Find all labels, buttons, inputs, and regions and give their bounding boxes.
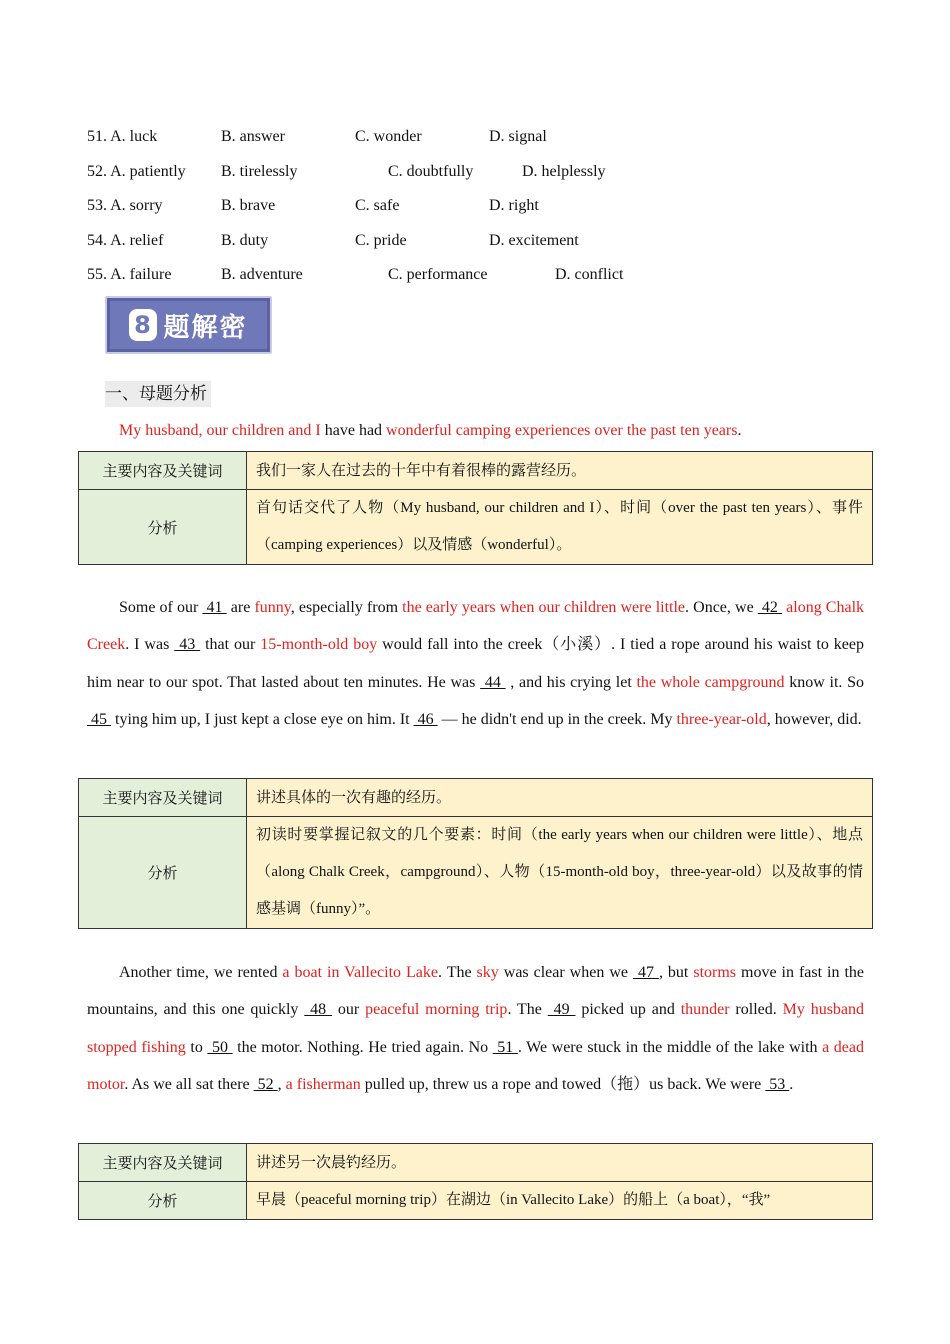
table-key: 主要内容及关键词 — [79, 452, 247, 490]
option-b: B. duty — [221, 231, 269, 249]
text: know it. So — [784, 673, 865, 691]
text: to — [185, 1038, 208, 1056]
option-d: D. right — [489, 197, 539, 214]
text: move in fast in the mountains, and this one quickly — [87, 964, 865, 1019]
option-c: C. pride — [355, 231, 407, 249]
blank-45: 45 — [87, 710, 111, 728]
text: would fall into the creek（小溪）. I tied a rope around his waist to keep him near to our spot. That lasted about ten minutes. He was — [87, 636, 864, 691]
table-value: 首句话交代了人物（My husband, our children and I）、时间（over the past ten years）、事件（camping experiences）以及情感（wonderful）。 — [247, 490, 873, 565]
text: , but — [658, 964, 694, 981]
text: that our — [200, 636, 261, 654]
text: , especially from — [290, 599, 403, 616]
text: . The — [507, 1001, 548, 1019]
blank-46: 46 — [413, 710, 438, 728]
text: . — [737, 422, 742, 439]
passage-paragraph-3 — [87, 954, 864, 1103]
highlight: My husband, our children and I — [119, 422, 321, 439]
highlight: three-year-old — [676, 710, 767, 728]
blank-47: 47 — [632, 964, 659, 981]
answer-options — [87, 126, 887, 299]
option-row-55 — [87, 264, 887, 299]
table-key: 分析 — [79, 490, 247, 565]
blank-41: 41 — [202, 599, 227, 616]
badge-number: 8 — [129, 309, 157, 341]
option-b: B. adventure — [221, 266, 303, 283]
analysis-table-1 — [78, 451, 873, 565]
table-value: 我们一家人在过去的十年中有着很棒的露营经历。 — [247, 452, 873, 490]
blank-50: 50 — [207, 1038, 233, 1056]
option-b: B. answer — [221, 128, 285, 145]
blank-52: 52 — [253, 1075, 278, 1093]
blank-49: 49 — [547, 1001, 576, 1019]
blank-42: 42 — [757, 599, 783, 616]
highlight: thunder — [680, 1001, 730, 1019]
highlight: the early years when our children were little — [402, 599, 686, 616]
highlight: a dead motor — [87, 1038, 864, 1093]
table-key: 分析 — [79, 817, 247, 929]
blank-43: 43 — [174, 636, 201, 654]
option-c: C. safe — [355, 197, 400, 214]
analysis-table-3 — [78, 1143, 873, 1220]
highlight: storms — [693, 964, 737, 981]
option-c: C. performance — [388, 266, 488, 283]
option-a: 53. A. sorry — [87, 197, 163, 214]
text: Another time, we rented — [119, 964, 283, 981]
text: pulled up, threw us a rope and towed（拖）us back. We were — [360, 1075, 766, 1093]
blank-44: 44 — [480, 673, 506, 691]
table-value: 早晨（peaceful morning trip）在湖边（in Vallecito Lake）的船上（a boat），“我” — [247, 1182, 873, 1220]
section-badge — [105, 296, 272, 354]
text: are — [226, 599, 255, 616]
table-value: 讲述另一次晨钓经历。 — [247, 1144, 873, 1182]
text: . Once, we — [685, 599, 758, 616]
text: , however, did. — [766, 710, 862, 728]
highlight: a boat in Vallecito Lake — [282, 964, 438, 981]
option-a: 55. A. failure — [87, 266, 172, 283]
text: Some of our — [119, 599, 203, 616]
highlight: 15-month-old boy — [260, 636, 378, 654]
text: . — [789, 1075, 794, 1093]
option-row-52 — [87, 161, 887, 196]
text: the motor. Nothing. He tried again. No — [232, 1038, 493, 1056]
highlight: My husband stopped fishing — [87, 1001, 865, 1056]
table-key: 主要内容及关键词 — [79, 779, 247, 817]
option-d: D. conflict — [555, 266, 624, 283]
table-value: 讲述具体的一次有趣的经历。 — [247, 779, 873, 817]
text: . The — [438, 964, 477, 981]
text: — he didn't end up in the creek. My — [437, 710, 677, 728]
option-d: D. helplessly — [522, 162, 606, 180]
passage-paragraph-1 — [87, 412, 864, 449]
option-a: 51. A. luck — [87, 128, 158, 145]
highlight: along Chalk Creek — [87, 599, 865, 654]
option-a: 54. A. relief — [87, 231, 164, 249]
badge-label: 题解密 — [163, 312, 248, 343]
option-b: B. tirelessly — [221, 162, 298, 180]
text: , — [277, 1075, 286, 1093]
option-row-54 — [87, 230, 887, 265]
highlight: wonderful camping experiences over the past ten years — [386, 422, 738, 439]
option-a: 52. A. patiently — [87, 162, 186, 180]
section-heading: 一、母题分析 — [105, 381, 211, 407]
text: rolled. — [729, 1001, 783, 1019]
table-value: 初读时要掌握记叙文的几个要素：时间（the early years when our children were little）、地点（along Chalk Creek，campground）、人物（15-month-old boy，three-year-old）以及故事的情感基调（funny）”。 — [247, 817, 873, 929]
table-key: 分析 — [79, 1182, 247, 1220]
option-c: C. wonder — [355, 128, 422, 145]
option-b: B. brave — [221, 197, 276, 214]
text: have had — [320, 422, 387, 439]
table-key: 主要内容及关键词 — [79, 1144, 247, 1182]
highlight: funny — [254, 599, 291, 616]
text: our — [332, 1001, 366, 1019]
text: . We were stuck in the middle of the lake with — [517, 1038, 823, 1056]
highlight: the whole campground — [636, 673, 785, 691]
text: picked up and — [575, 1001, 681, 1019]
text: was clear when we — [498, 964, 633, 981]
blank-53: 53 — [765, 1075, 790, 1093]
blank-51: 51 — [492, 1038, 518, 1056]
highlight: sky — [476, 964, 499, 981]
text: . I was — [125, 636, 175, 654]
option-d: D. excitement — [489, 231, 579, 249]
analysis-table-2 — [78, 778, 873, 929]
text: tying him up, I just kept a close eye on him. It — [111, 710, 414, 728]
text: . As we all sat there — [124, 1075, 254, 1093]
blank-48: 48 — [304, 1001, 333, 1019]
highlight: a fisherman — [285, 1075, 361, 1093]
option-c: C. doubtfully — [388, 162, 474, 180]
highlight: peaceful morning trip — [365, 1001, 508, 1019]
passage-paragraph-2 — [87, 589, 864, 738]
option-row-51 — [87, 126, 887, 161]
option-row-53 — [87, 195, 887, 230]
text: , and his crying let — [505, 673, 637, 691]
option-d: D. signal — [489, 128, 547, 145]
